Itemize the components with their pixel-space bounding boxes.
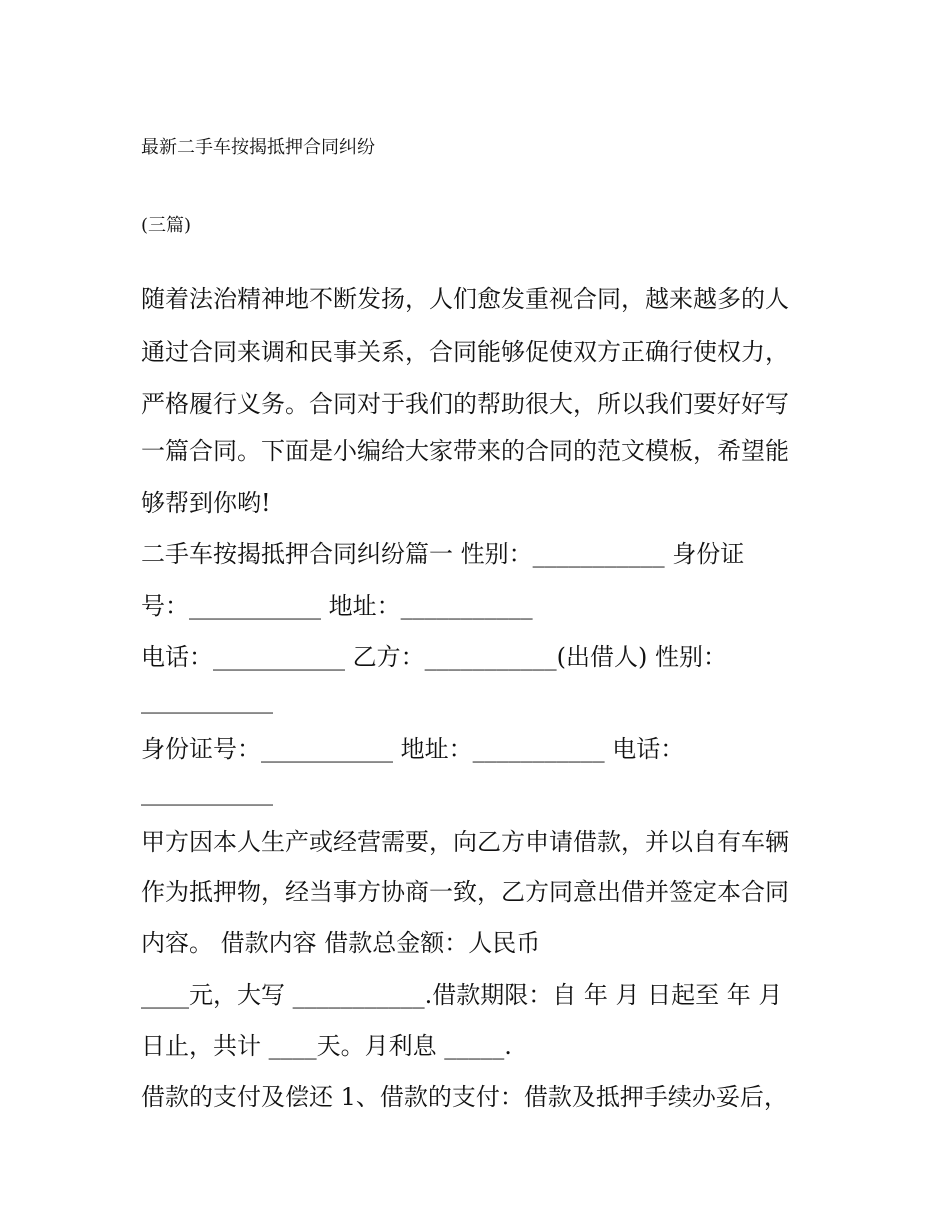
intro-paragraph-line: 严格履行义务。合同对于我们的帮助很大，所以我们要好好写 bbox=[141, 390, 789, 418]
contract-clause-line: 作为抵押物，经当事方协商一致，乙方同意出借并签定本合同 bbox=[141, 878, 789, 906]
contract-clause-line: 借款的支付及偿还 1、借款的支付：借款及抵押手续办妥后， bbox=[141, 1083, 788, 1111]
contract-clause-line: 甲方因本人生产或经营需要，向乙方申请借款，并以自有车辆 bbox=[141, 828, 789, 856]
document-title-line-1: 最新二手车按揭抵押合同纠纷 bbox=[141, 137, 375, 158]
party-info-blank-line: ___________ bbox=[141, 778, 273, 806]
party-info-line: 身份证号：___________ 地址：___________ 电话： bbox=[141, 735, 685, 763]
intro-paragraph-line: 够帮到你哟! bbox=[141, 489, 271, 517]
contract-clause-line: 内容。 借款内容 借款总金额：人民币 bbox=[141, 929, 541, 957]
document-title-line-2: (三篇) bbox=[141, 215, 192, 236]
intro-paragraph-line: 一篇合同。下面是小编给大家带来的合同的范文模板，希望能 bbox=[141, 437, 789, 465]
party-info-line: 号：___________ 地址：___________ bbox=[141, 592, 533, 620]
party-info-blank-line: ___________ bbox=[141, 686, 273, 714]
contract-clause-line: ____元，大写 ___________.借款期限：自 年 月 日起至 年 月 bbox=[141, 981, 783, 1009]
party-info-line: 二手车按揭抵押合同纠纷篇一 性别：___________ 身份证 bbox=[141, 540, 745, 568]
intro-paragraph-line: 通过合同来调和民事关系，合同能够促使双方正确行使权力， bbox=[141, 338, 789, 366]
contract-clause-line: 日止，共计 ____天。月利息 _____. bbox=[141, 1032, 512, 1060]
intro-paragraph-line: 随着法治精神地不断发扬，人们愈发重视合同，越来越多的人 bbox=[141, 285, 789, 313]
party-info-line: 电话：___________ 乙方：___________(出借人) 性别： bbox=[141, 643, 727, 671]
